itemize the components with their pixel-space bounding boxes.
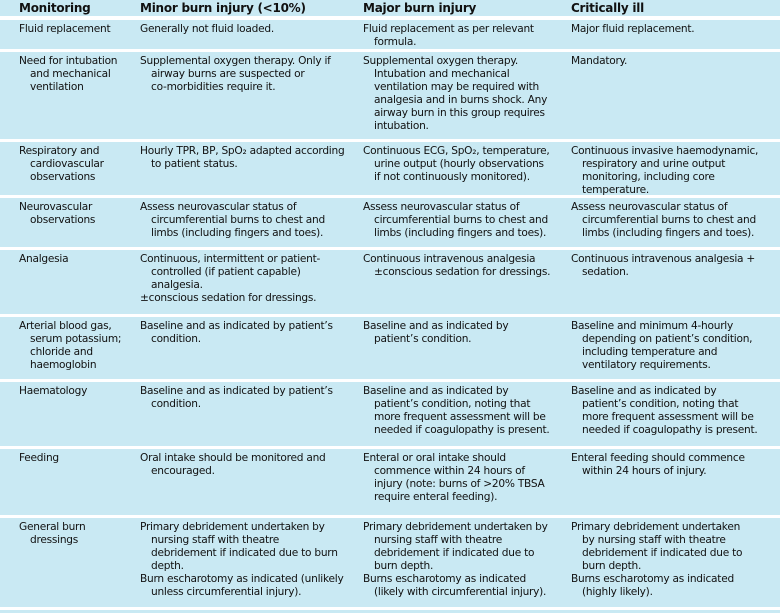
cell-text-line: encouraged.	[151, 465, 215, 477]
cell-text-line: Continuous intravenous analgesia +	[571, 253, 756, 265]
cell-text-line: including temperature and	[582, 346, 718, 358]
cell-text-line: formula.	[374, 36, 417, 48]
table-row	[0, 382, 780, 449]
critically-ill-cell	[571, 55, 780, 139]
cell-text-line: Fluid replacement	[19, 23, 111, 35]
cell-text-line: Neurovascular	[19, 201, 93, 213]
cell-text-line: to patient status.	[151, 158, 238, 170]
minor-burn-cell	[140, 385, 363, 446]
cell-text-line: Analgesia	[19, 253, 69, 265]
cell-text-line: unless circumferential injury).	[151, 586, 302, 598]
critically-ill-cell	[571, 253, 780, 314]
critically-ill-cell	[571, 521, 780, 607]
table-row	[0, 20, 780, 52]
cell-text-line: Burn escharotomy as indicated (unlikely	[140, 573, 344, 585]
cell-text-line: Baseline and as indicated by patient’s	[140, 320, 333, 332]
minor-burn-cell	[140, 201, 363, 247]
cell-text-line: nursing staff with theatre	[151, 534, 280, 546]
cell-text-line: circumferential burns to chest and	[582, 214, 756, 226]
cell-text-line: Primary debridement undertaken by	[363, 521, 548, 533]
cell-text-line: observations	[30, 171, 96, 183]
cell-text-line: Supplemental oxygen therapy.	[363, 55, 518, 67]
cell-text-line: Oral intake should be monitored and	[140, 452, 326, 464]
critically-ill-cell	[571, 145, 780, 197]
cell-text-line: dressings	[30, 534, 79, 546]
major-burn-cell	[363, 253, 571, 314]
monitoring-cell	[0, 385, 140, 446]
major-burn-cell	[363, 521, 571, 607]
cell-text-line: monitoring, including core	[582, 171, 715, 183]
cell-text-line: temperature.	[582, 184, 649, 196]
cell-text-line: Continuous intravenous analgesia	[363, 253, 536, 265]
cell-text-line: condition.	[151, 398, 201, 410]
minor-burn-cell	[140, 521, 363, 607]
minor-burn-cell	[140, 452, 363, 515]
cell-text-line: serum potassium;	[30, 333, 122, 345]
table-row	[0, 142, 780, 198]
monitoring-cell	[0, 320, 140, 379]
cell-text-line: if not continuously monitored).	[374, 171, 530, 183]
cell-text-line: Arterial blood gas,	[19, 320, 112, 332]
cell-text-line: (likely with circumferential injury).	[374, 586, 547, 598]
cell-text-line: circumferential burns to chest and	[151, 214, 325, 226]
cell-text-line: Baseline and as indicated by	[363, 385, 509, 397]
cell-text-line: respiratory and urine output	[582, 158, 726, 170]
critically-ill-cell	[571, 452, 780, 515]
cell-text-line: ±conscious sedation for dressings.	[140, 292, 317, 304]
critically-ill-cell	[571, 385, 780, 446]
minor-burn-cell	[140, 145, 363, 197]
cell-text-line: needed if coagulopathy is present.	[374, 424, 550, 436]
cell-text-line: Feeding	[19, 452, 59, 464]
table-row	[0, 52, 780, 142]
cell-text-line: by nursing staff with theatre	[582, 534, 726, 546]
cell-text-line: patient’s condition, noting that	[374, 398, 531, 410]
cell-text-line: Supplemental oxygen therapy. Only if	[140, 55, 331, 67]
cell-text-line: Continuous ECG, SpO₂, temperature,	[363, 145, 550, 157]
monitoring-cell	[0, 201, 140, 247]
cell-text-line: General burn	[19, 521, 86, 533]
cell-text-line: ±conscious sedation for dressings.	[374, 266, 551, 278]
cell-text-line: Assess neurovascular status of	[140, 201, 297, 213]
cell-text-line: (highly likely).	[582, 586, 653, 598]
monitoring-cell	[0, 55, 140, 139]
major-burn-cell	[363, 23, 571, 49]
cell-text-line: airway burn in this group requires	[374, 107, 545, 119]
cell-text-line: debridement if indicated due to	[582, 547, 743, 559]
cell-text-line: needed if coagulopathy is present.	[582, 424, 758, 436]
cell-text-line: debridement if indicated due to burn	[151, 547, 338, 559]
cell-text-line: Respiratory and	[19, 145, 100, 157]
cell-text-line: intubation.	[374, 120, 429, 132]
cell-text-line: haemoglobin	[30, 359, 97, 371]
cell-text-line: Intubation and mechanical	[374, 68, 510, 80]
cell-text-line: Baseline and minimum 4-hourly	[571, 320, 734, 332]
cell-text-line: commence within 24 hours of	[374, 465, 525, 477]
table-row	[0, 518, 780, 610]
table-row	[0, 250, 780, 317]
cell-text-line: controlled (if patient capable)	[151, 266, 301, 278]
cell-text-line: ventilatory requirements.	[582, 359, 711, 371]
cell-text-line: nursing staff with theatre	[374, 534, 503, 546]
cell-text-line: Baseline and as indicated by	[571, 385, 717, 397]
cell-text-line: Fluid replacement as per relevant	[363, 23, 534, 35]
cell-text-line: Burns escharotomy as indicated	[571, 573, 734, 585]
cell-text-line: burn depth.	[374, 560, 434, 572]
table-row	[0, 449, 780, 518]
cell-text-line: Need for intubation	[19, 55, 118, 67]
cell-text-line: Continuous, intermittent or patient-	[140, 253, 321, 265]
cell-text-line: limbs (including fingers and toes).	[151, 227, 324, 239]
cell-text-line: and mechanical	[30, 68, 111, 80]
cell-text-line: Baseline and as indicated by patient’s	[140, 385, 333, 397]
cell-text-line: Generally not fluid loaded.	[140, 23, 274, 35]
cell-text-line: airway burns are suspected or	[151, 68, 305, 80]
monitoring-cell	[0, 253, 140, 314]
cell-text-line: Primary debridement undertaken	[571, 521, 741, 533]
cell-text-line: Major fluid replacement.	[571, 23, 695, 35]
cell-text-line: Assess neurovascular status of	[363, 201, 520, 213]
minor-burn-cell	[140, 23, 363, 49]
cell-text-line: analgesia.	[151, 279, 203, 291]
cell-text-line: observations	[30, 214, 96, 226]
minor-burn-cell	[140, 253, 363, 314]
major-burn-cell	[363, 55, 571, 139]
critically-ill-cell	[571, 23, 780, 49]
cell-text-line: depth.	[151, 560, 184, 572]
cell-text-line: Mandatory.	[571, 55, 628, 67]
cell-text-line: Haematology	[19, 385, 88, 397]
cell-text-line: limbs (including fingers and toes).	[582, 227, 755, 239]
table-row	[0, 198, 780, 250]
critically-ill-cell	[571, 320, 780, 379]
cell-text-line: urine output (hourly observations	[374, 158, 544, 170]
cell-text-line: sedation.	[582, 266, 629, 278]
cell-text-line: depending on patient’s condition,	[582, 333, 753, 345]
cell-text-line: limbs (including fingers and toes).	[374, 227, 547, 239]
cell-text-line: burn depth.	[582, 560, 642, 572]
cell-text-line: ventilation	[30, 81, 84, 93]
major-burn-cell	[363, 385, 571, 446]
major-burn-cell	[363, 452, 571, 515]
minor-burn-cell	[140, 55, 363, 139]
cell-text-line: co-morbidities require it.	[151, 81, 276, 93]
monitoring-cell	[0, 452, 140, 515]
table-body	[0, 20, 780, 610]
header-minor-burn: Minor burn injury (<10%)	[140, 1, 306, 15]
cell-text-line: Continuous invasive haemodynamic,	[571, 145, 759, 157]
major-burn-cell	[363, 145, 571, 197]
header-monitoring: Monitoring	[19, 1, 91, 15]
monitoring-cell	[0, 521, 140, 607]
monitoring-cell	[0, 145, 140, 197]
table-header-row	[0, 0, 780, 20]
critically-ill-cell	[571, 201, 780, 247]
monitoring-cell	[0, 23, 140, 49]
cell-text-line: more frequent assessment will be	[374, 411, 546, 423]
cell-text-line: within 24 hours of injury.	[582, 465, 707, 477]
header-critically-ill: Critically ill	[571, 1, 644, 15]
cell-text-line: require enteral feeding).	[374, 491, 498, 503]
cell-text-line: Enteral feeding should commence	[571, 452, 745, 464]
cell-text-line: cardiovascular	[30, 158, 104, 170]
cell-text-line: Burns escharotomy as indicated	[363, 573, 526, 585]
cell-text-line: condition.	[151, 333, 201, 345]
cell-text-line: chloride and	[30, 346, 93, 358]
cell-text-line: patient’s condition, noting that	[582, 398, 739, 410]
cell-text-line: ventilation may be required with	[374, 81, 539, 93]
cell-text-line: Assess neurovascular status of	[571, 201, 728, 213]
cell-text-line: injury (note: burns of >20% TBSA	[374, 478, 545, 490]
cell-text-line: Enteral or oral intake should	[363, 452, 506, 464]
cell-text-line: Primary debridement undertaken by	[140, 521, 325, 533]
major-burn-cell	[363, 320, 571, 379]
cell-text-line: debridement if indicated due to	[374, 547, 535, 559]
cell-text-line: circumferential burns to chest and	[374, 214, 548, 226]
cell-text-line: more frequent assessment will be	[582, 411, 754, 423]
cell-text-line: analgesia and in burns shock. Any	[374, 94, 548, 106]
major-burn-cell	[363, 201, 571, 247]
cell-text-line: Hourly TPR, BP, SpO₂ adapted according	[140, 145, 345, 157]
cell-text-line: Baseline and as indicated by	[363, 320, 509, 332]
table-row	[0, 317, 780, 382]
header-major-burn: Major burn injury	[363, 1, 477, 15]
minor-burn-cell	[140, 320, 363, 379]
cell-text-line: patient’s condition.	[374, 333, 472, 345]
